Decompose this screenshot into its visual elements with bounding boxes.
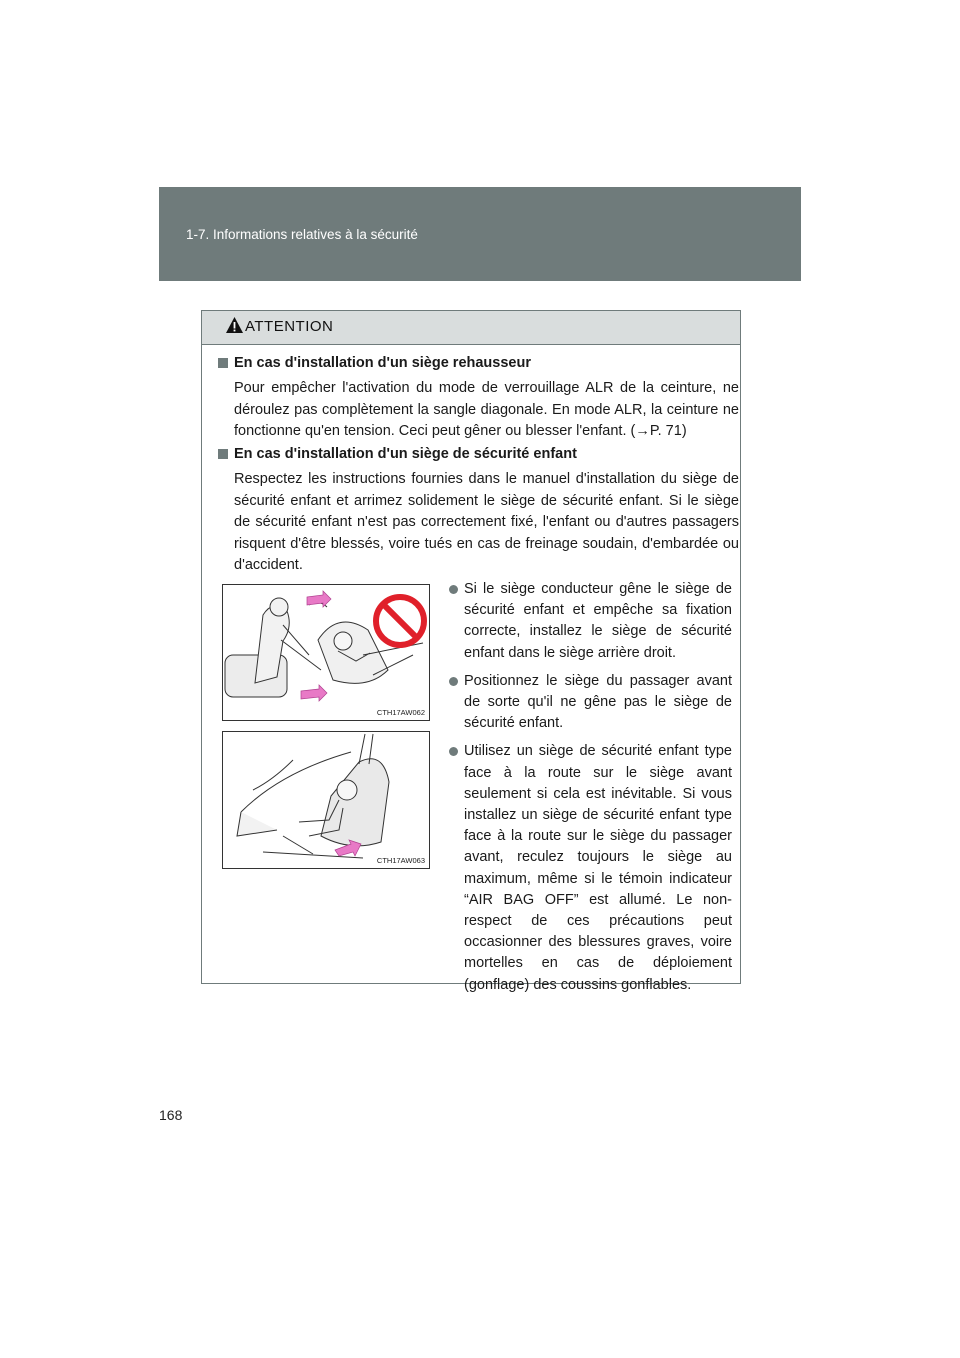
list-item	[435, 671, 732, 735]
warning-triangle-icon	[225, 316, 244, 334]
warning-box	[201, 310, 741, 993]
bullet-text: Utilisez un siège de sécurité enfant type face à la route sur le siège avant seulement si cela est inévitable. Si vous installez un siège de sécurité enfant type face à la route sur le siège du passager avant, reculez toujours le siège au maximum, même si le témoin indicateur “AIR BAG OFF” est allumé. Le non-respect de ces précautions peut occasionner des blessures graves, voire mortelles en cas de déploiement (gonflage) des coussins gonflables.	[464, 743, 732, 993]
bullet-text: Positionnez le siège du passager avant de sorte qu'il ne gêne pas le siège de sécurité enfant.	[464, 672, 732, 732]
front-passenger-seat-illustration	[223, 732, 429, 868]
bullet-text: Si le siège conducteur gêne le siège de sécurité enfant et empêche sa fixation correcte, installez le siège de sécurité enfant dans le siège arrière droit.	[464, 581, 732, 661]
warning-title: ATTENTION	[245, 318, 334, 335]
bullet-list	[435, 579, 732, 1003]
list-item	[435, 741, 732, 995]
section-text: Respectez les instructions fournies dans le manuel d'installation du siège de sécurité enfant et arrimez solidement le siège de sécurité enfant. Si le siège de sécurité enfant n'est pas correctement fixé, l'enfant ou d'autres passagers risquent d'être blessés, voire tués en cas de freinage soudain, d'embardée ou d'accident.	[234, 471, 739, 573]
round-bullet-icon	[449, 585, 458, 594]
header-band	[159, 187, 801, 281]
section-title: 1-7. Informations relatives à la sécurité	[186, 227, 418, 242]
section-booster-seat	[218, 354, 738, 443]
figure-front-facing-seat	[222, 731, 430, 869]
figure-caption: CTH17AW063	[376, 856, 425, 865]
warning-header	[202, 311, 740, 345]
figure-caption: CTH17AW062	[376, 708, 425, 717]
round-bullet-icon	[449, 677, 458, 686]
page-number: 168	[159, 1107, 183, 1123]
driver-seat-illustration	[223, 585, 429, 720]
square-bullet-icon	[218, 449, 228, 459]
section-heading: En cas d'installation d'un siège rehausseur	[234, 355, 531, 371]
list-item	[435, 579, 732, 664]
section-heading: En cas d'installation d'un siège de sécurité enfant	[234, 446, 577, 462]
section-child-seat	[218, 445, 738, 577]
section-text: Pour empêcher l'activation du mode de verrouillage ALR de la ceinture, ne déroulez pas complètement la sangle diagonale. En mode ALR, la ceinture ne fonctionne qu'en tension. Ceci peut gêner ou blesser l'enfant. (→P. 71)	[234, 380, 739, 439]
figure-driver-seat-prohibited	[222, 584, 430, 721]
square-bullet-icon	[218, 358, 228, 368]
round-bullet-icon	[449, 747, 458, 756]
